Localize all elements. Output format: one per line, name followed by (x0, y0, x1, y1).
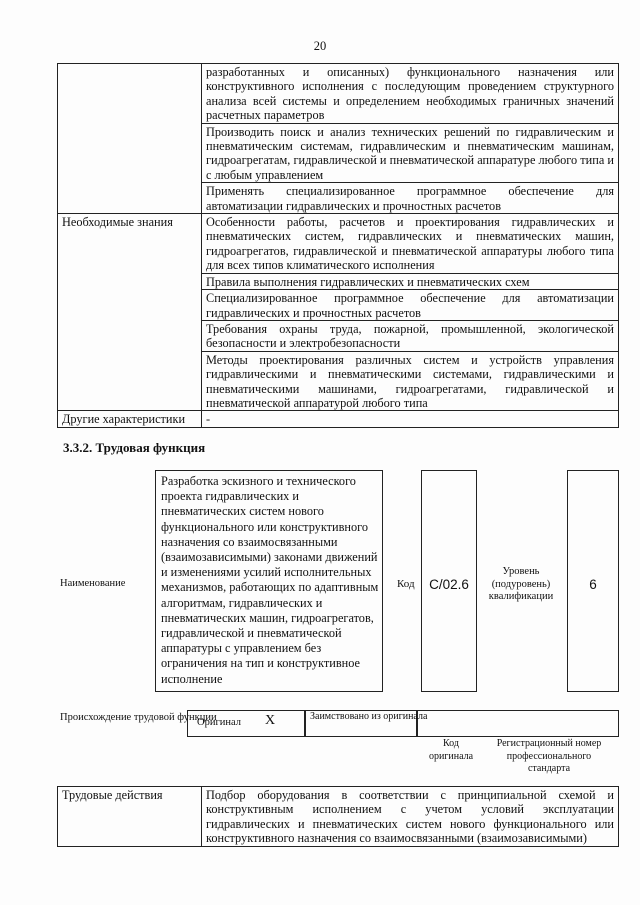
origin-reference-cell (417, 710, 619, 737)
section-heading: 3.3.2. Трудовая функция (63, 440, 206, 455)
function-name-box: Разработка эскизного и технического проекта гидравлических и пневматических систем нового функционального или конструктивного назначения со взаимосвязанными (взаимозависимыми) законами движений и изменениями усилий исполнительных механизмов, работающих по адаптивным алгоритмам, гидравлических и пневматических машин, гидроагрегатов, гидравлической и пневматической аппаратуры с управлением без ограничения на тип и конструктивное исполнение (155, 470, 383, 692)
origin-label: Происхождение трудовой функции (60, 712, 217, 723)
labor-actions-table (57, 786, 619, 847)
original-label: Оригинал (197, 717, 241, 728)
row-text: Особенности работы, расчетов и проектирования гидравлических и пневматических систем, гидравлических и пневматических машин, гидроагрегатов, гидравлической и пневматической аппаратуры любого типа для всех типов климатического исполнения (202, 214, 619, 274)
name-label: Наименование (60, 578, 126, 589)
level-label: Уровень (подуровень) квалификации (488, 566, 554, 602)
skills-knowledge-table (57, 63, 619, 428)
row-label-knowledge: Необходимые знания (58, 214, 202, 411)
table-row (58, 214, 619, 274)
row-text: Требования охраны труда, пожарной, промышленной, экологической безопасности и электробезопасности (202, 320, 619, 351)
row-text: разработанных и описанных) функционального назначения или конструктивного исполнения с последующим проведением структурного анализа всей системы и определением необходимых граничных значений расчетных параметров (202, 64, 619, 124)
code-value-box: С/02.6 (421, 470, 477, 692)
borrowed-label: Заимствовано из оригинала (310, 711, 428, 722)
row-label-other: Другие характеристики (58, 411, 202, 427)
registration-number-caption: Регистрационный номер профессионального стандарта (496, 738, 602, 774)
row-text: Применять специализированное программное обеспечение для автоматизации гидравлических и прочностных расчетов (202, 183, 619, 214)
original-mark: Х (265, 713, 276, 728)
original-code-caption: Код оригинала (428, 738, 474, 762)
row-label-actions: Трудовые действия (58, 787, 202, 847)
row-label (58, 64, 202, 214)
table-row (58, 411, 619, 427)
row-text: Правила выполнения гидравлических и пневматических схем (202, 273, 619, 289)
row-text: Специализированное программное обеспечение для автоматизации гидравлических и прочностных расчетов (202, 290, 619, 321)
table-row (58, 787, 619, 847)
level-value-box: 6 (567, 470, 619, 692)
row-text: - (202, 411, 619, 427)
table-row (58, 64, 619, 124)
row-text: Методы проектирования различных систем и устройств управления гидравлическими и пневматическими системами, гидравлическими и пневматическими машинами, гидроагрегатами, гидравлической и пневматической аппаратурой любого типа (202, 351, 619, 411)
row-text: Подбор оборудования в соответствии с принципиальной схемой и конструктивным исполнением с учетом условий эксплуатации гидравлических и пневматических систем нового функционального или конструктивного назначения со взаимосвязанными (взаимозависимыми) (202, 787, 619, 847)
row-text: Производить поиск и анализ технических решений по гидравлическим и пневматическим системам, гидравлическим и пневматическим машинам, гидроагрегатам, гидравлической и пневматической аппаратуре любого типа и с любым управлением (202, 123, 619, 183)
code-label: Код (397, 578, 415, 590)
page-number: 20 (313, 39, 327, 53)
